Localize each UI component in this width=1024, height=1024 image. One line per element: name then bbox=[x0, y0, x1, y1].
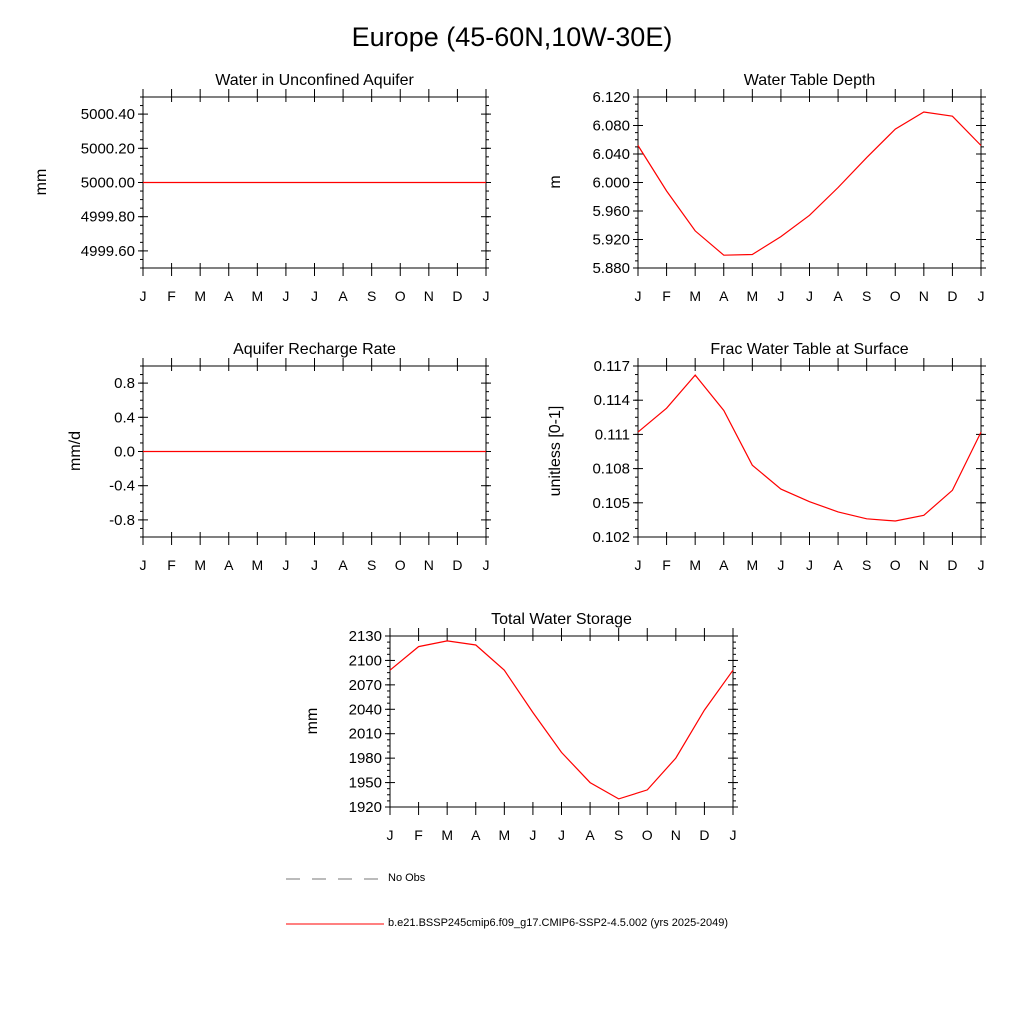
x-tick-label: J bbox=[282, 288, 290, 304]
plot-frame bbox=[638, 366, 981, 537]
y-tick-label: 2130 bbox=[348, 628, 382, 645]
y-tick-label: 6.120 bbox=[592, 89, 630, 106]
x-tick-label: A bbox=[338, 557, 348, 573]
x-tick-label: A bbox=[719, 288, 729, 304]
x-tick-label: A bbox=[224, 288, 234, 304]
x-tick-label: J bbox=[977, 288, 985, 304]
x-tick-label: F bbox=[662, 288, 671, 304]
panel-title: Water Table Depth bbox=[743, 72, 876, 89]
series-line bbox=[638, 112, 981, 255]
series-line bbox=[390, 641, 733, 799]
x-tick-label: J bbox=[806, 288, 813, 304]
y-tick-label: 4999.60 bbox=[80, 242, 135, 260]
x-tick-label: S bbox=[613, 827, 624, 843]
x-tick-label: M bbox=[194, 557, 207, 573]
y-tick-label: 5000.20 bbox=[80, 140, 135, 158]
x-tick-label: J bbox=[139, 557, 147, 573]
x-tick-label: J bbox=[139, 288, 147, 304]
x-tick-label: A bbox=[471, 827, 481, 843]
y-tick-label: 2070 bbox=[348, 676, 382, 694]
x-tick-label: J bbox=[482, 557, 490, 573]
x-tick-label: J bbox=[777, 557, 785, 573]
y-tick-label: 0.8 bbox=[114, 375, 135, 393]
x-tick-label: M bbox=[251, 557, 264, 573]
x-tick-label: D bbox=[452, 288, 463, 304]
panel-water-table-depth bbox=[547, 72, 986, 304]
y-tick-label: 5.880 bbox=[592, 260, 630, 277]
y-tick-label: 0.105 bbox=[592, 494, 630, 512]
x-tick-label: O bbox=[394, 557, 406, 573]
y-tick-label: 1980 bbox=[348, 750, 382, 768]
x-tick-label: N bbox=[918, 557, 929, 573]
x-tick-label: M bbox=[194, 288, 207, 304]
x-tick-label: O bbox=[641, 827, 653, 843]
x-tick-label: J bbox=[777, 288, 785, 304]
y-tick-label: 5000.00 bbox=[80, 174, 135, 192]
x-tick-label: J bbox=[311, 288, 318, 304]
x-tick-label: J bbox=[386, 827, 394, 843]
x-tick-label: D bbox=[947, 288, 958, 304]
x-tick-label: M bbox=[746, 557, 759, 573]
y-axis-label: mm bbox=[304, 707, 321, 735]
x-tick-label: S bbox=[366, 557, 377, 573]
x-tick-label: N bbox=[423, 557, 434, 573]
legend-model-label: b.e21.BSSP245cmip6.f09_g17.CMIP6-SSP2-4.5.002 (yrs 2025-2049) bbox=[388, 917, 728, 929]
x-tick-label: M bbox=[689, 557, 702, 573]
y-tick-label: 6.040 bbox=[592, 146, 630, 163]
x-tick-label: A bbox=[833, 288, 843, 304]
plot-frame bbox=[638, 97, 981, 268]
x-tick-label: M bbox=[498, 827, 511, 843]
panel-water-in-unconfined-aquifer bbox=[33, 72, 491, 304]
x-tick-label: J bbox=[482, 288, 490, 304]
x-tick-label: F bbox=[167, 288, 176, 304]
legend-obs-label: No Obs bbox=[388, 872, 426, 884]
y-axis-label: mm/d bbox=[67, 431, 84, 471]
x-tick-label: N bbox=[670, 827, 681, 843]
x-tick-label: A bbox=[833, 557, 843, 573]
x-tick-label: D bbox=[452, 557, 463, 573]
x-tick-label: J bbox=[558, 827, 565, 843]
panel-frac-water-table-at-surface bbox=[547, 341, 986, 573]
x-tick-label: F bbox=[662, 557, 671, 573]
x-tick-label: S bbox=[861, 288, 872, 304]
x-tick-label: D bbox=[947, 557, 958, 573]
panel-total-water-storage bbox=[304, 611, 738, 843]
y-tick-label: 1950 bbox=[348, 774, 382, 792]
x-tick-label: J bbox=[634, 288, 642, 304]
x-tick-label: S bbox=[861, 557, 872, 573]
x-tick-label: O bbox=[889, 557, 901, 573]
y-tick-label: 0.4 bbox=[114, 409, 135, 427]
y-tick-label: 6.000 bbox=[592, 174, 630, 192]
x-tick-label: J bbox=[529, 827, 537, 843]
x-tick-label: J bbox=[282, 557, 290, 573]
y-tick-label: 0.114 bbox=[593, 392, 630, 410]
y-tick-label: 0.108 bbox=[592, 460, 630, 478]
x-tick-label: A bbox=[224, 557, 234, 573]
y-tick-label: 4999.80 bbox=[80, 208, 135, 226]
x-tick-label: M bbox=[441, 827, 454, 843]
y-tick-label: 5.920 bbox=[592, 231, 630, 249]
x-tick-label: F bbox=[414, 827, 423, 843]
panel-title: Frac Water Table at Surface bbox=[710, 341, 909, 358]
x-tick-label: J bbox=[806, 557, 813, 573]
y-tick-label: 0.0 bbox=[114, 443, 135, 461]
x-tick-label: N bbox=[918, 288, 929, 304]
y-tick-label: -0.8 bbox=[109, 511, 135, 529]
x-tick-label: J bbox=[977, 557, 985, 573]
plot-frame bbox=[390, 636, 733, 807]
y-tick-label: 1920 bbox=[348, 799, 382, 816]
y-tick-label: 2100 bbox=[348, 652, 382, 670]
x-tick-label: O bbox=[394, 288, 406, 304]
x-tick-label: N bbox=[423, 288, 434, 304]
x-tick-label: S bbox=[366, 288, 377, 304]
y-tick-label: 0.117 bbox=[593, 358, 630, 375]
legend bbox=[286, 879, 384, 924]
y-tick-label: 5.960 bbox=[592, 203, 630, 220]
x-tick-label: D bbox=[699, 827, 710, 843]
y-axis-label: mm bbox=[33, 168, 50, 196]
page-title: Europe (45-60N,10W-30E) bbox=[351, 22, 673, 52]
x-tick-label: M bbox=[746, 288, 759, 304]
y-tick-label: 2010 bbox=[348, 725, 382, 743]
y-tick-label: 0.111 bbox=[594, 426, 630, 444]
x-tick-label: J bbox=[729, 827, 737, 843]
x-tick-label: A bbox=[585, 827, 595, 843]
x-tick-label: J bbox=[634, 557, 642, 573]
panel-aquifer-recharge-rate bbox=[67, 341, 491, 573]
series-line bbox=[638, 375, 981, 521]
y-tick-label: 0.102 bbox=[592, 529, 630, 546]
y-tick-label: 5000.40 bbox=[80, 106, 135, 124]
x-tick-label: M bbox=[251, 288, 264, 304]
y-axis-label: unitless [0-1] bbox=[547, 405, 564, 497]
x-tick-label: J bbox=[311, 557, 318, 573]
panel-title: Aquifer Recharge Rate bbox=[233, 341, 396, 358]
y-tick-label: -0.4 bbox=[109, 477, 135, 495]
panel-title: Water in Unconfined Aquifer bbox=[215, 72, 414, 89]
x-tick-label: A bbox=[338, 288, 348, 304]
x-tick-label: M bbox=[689, 288, 702, 304]
y-tick-label: 6.080 bbox=[592, 117, 630, 135]
x-tick-label: A bbox=[719, 557, 729, 573]
x-tick-label: O bbox=[889, 288, 901, 304]
y-axis-label: m bbox=[547, 175, 564, 189]
x-tick-label: F bbox=[167, 557, 176, 573]
panel-title: Total Water Storage bbox=[491, 611, 632, 628]
y-tick-label: 2040 bbox=[348, 701, 382, 719]
